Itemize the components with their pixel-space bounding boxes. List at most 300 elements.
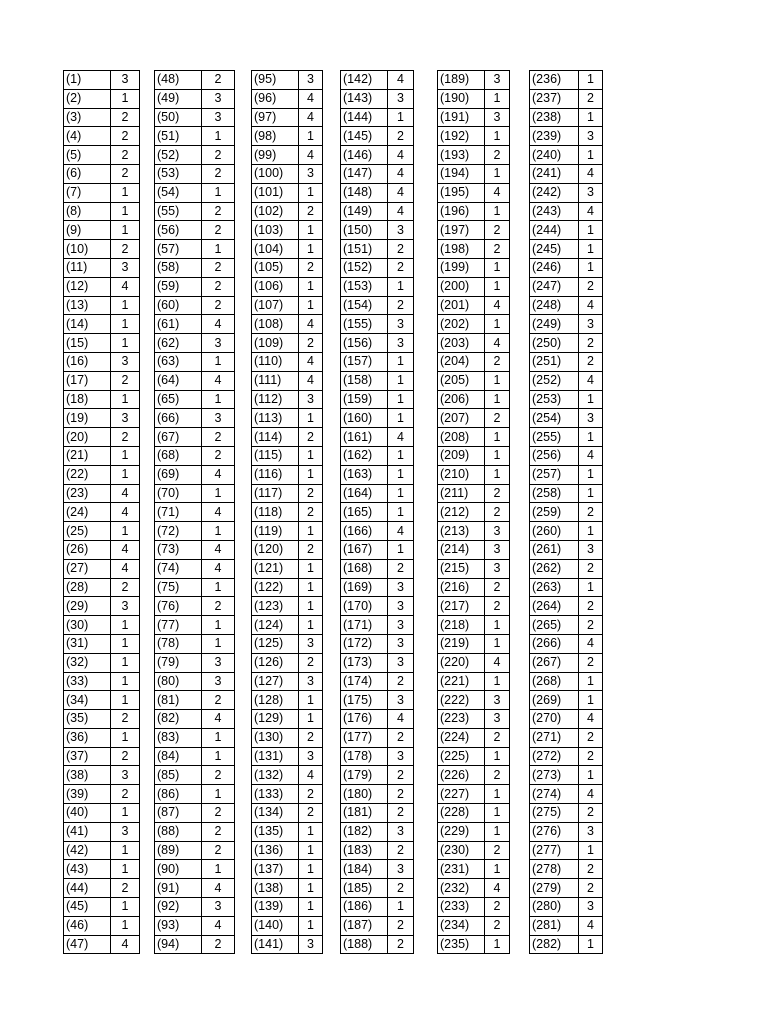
table-row: [438, 522, 510, 541]
table-row: [341, 653, 414, 672]
table-row: [64, 634, 140, 653]
answer-value: 2: [202, 71, 235, 90]
answer-value: 2: [299, 202, 323, 221]
question-number: (13): [64, 296, 111, 315]
table-row: [438, 747, 510, 766]
answer-value: 2: [111, 428, 140, 447]
question-number: (191): [438, 108, 485, 127]
answer-value: 4: [579, 202, 603, 221]
table-row: [64, 540, 140, 559]
answer-value: 4: [202, 503, 235, 522]
question-number: (88): [155, 822, 202, 841]
question-number: (183): [341, 841, 388, 860]
question-number: (45): [64, 898, 111, 917]
answer-value: 1: [111, 728, 140, 747]
table-row: [155, 221, 235, 240]
answer-value: 4: [579, 296, 603, 315]
table-row: [341, 616, 414, 635]
question-number: (198): [438, 240, 485, 259]
table-row: [530, 315, 603, 334]
table-row: [155, 484, 235, 503]
question-number: (229): [438, 822, 485, 841]
answer-value: 1: [111, 691, 140, 710]
question-number: (8): [64, 202, 111, 221]
table-row: [64, 258, 140, 277]
table-row: [252, 879, 323, 898]
question-number: (19): [64, 409, 111, 428]
table-row: [155, 446, 235, 465]
table-row: [155, 183, 235, 202]
table-row: [252, 409, 323, 428]
answer-value: 1: [299, 879, 323, 898]
question-number: (234): [438, 916, 485, 935]
answer-value: 2: [111, 879, 140, 898]
answer-value: 3: [485, 540, 510, 559]
table-row: [530, 728, 603, 747]
answer-value: 1: [111, 634, 140, 653]
table-row: [341, 503, 414, 522]
question-number: (48): [155, 71, 202, 90]
answer-value: 2: [202, 164, 235, 183]
table-row: [155, 71, 235, 90]
answer-value: 3: [579, 183, 603, 202]
table-row: [155, 127, 235, 146]
table-row: [155, 766, 235, 785]
answer-value: 1: [579, 240, 603, 259]
table-row: [341, 409, 414, 428]
table-row: [252, 390, 323, 409]
table-row: [155, 804, 235, 823]
table-row: [530, 371, 603, 390]
answer-value: 2: [111, 578, 140, 597]
question-number: (27): [64, 559, 111, 578]
table-row: [64, 522, 140, 541]
answer-value: 2: [579, 860, 603, 879]
answer-value: 3: [299, 164, 323, 183]
answer-value: 1: [111, 672, 140, 691]
answer-value: 4: [579, 634, 603, 653]
answer-value: 1: [388, 540, 414, 559]
answer-value: 1: [388, 277, 414, 296]
table-row: [252, 240, 323, 259]
answer-value: 3: [579, 315, 603, 334]
question-number: (33): [64, 672, 111, 691]
answer-value: 2: [202, 296, 235, 315]
answer-value: 1: [111, 334, 140, 353]
table-row: [530, 221, 603, 240]
question-number: (277): [530, 841, 579, 860]
table-row: [252, 221, 323, 240]
question-number: (237): [530, 89, 579, 108]
table-row: [341, 334, 414, 353]
table-row: [64, 371, 140, 390]
table-row: [341, 879, 414, 898]
question-number: (6): [64, 164, 111, 183]
answer-value: 2: [579, 597, 603, 616]
question-number: (109): [252, 334, 299, 353]
table-row: [155, 747, 235, 766]
table-row: [438, 578, 510, 597]
answer-value: 1: [111, 916, 140, 935]
question-number: (59): [155, 277, 202, 296]
table-row: [341, 860, 414, 879]
answer-value: 3: [388, 822, 414, 841]
question-number: (157): [341, 352, 388, 371]
table-row: [438, 390, 510, 409]
answer-value: 4: [202, 559, 235, 578]
answer-value: 1: [299, 465, 323, 484]
question-number: (173): [341, 653, 388, 672]
question-number: (232): [438, 879, 485, 898]
answer-value: 4: [579, 785, 603, 804]
answer-value: 3: [388, 89, 414, 108]
question-number: (89): [155, 841, 202, 860]
question-number: (73): [155, 540, 202, 559]
answer-value: 1: [202, 484, 235, 503]
question-number: (184): [341, 860, 388, 879]
question-number: (141): [252, 935, 299, 954]
question-number: (259): [530, 503, 579, 522]
table-row: [155, 315, 235, 334]
question-number: (97): [252, 108, 299, 127]
table-row: [530, 428, 603, 447]
answer-value: 4: [202, 540, 235, 559]
question-number: (65): [155, 390, 202, 409]
table-row: [252, 860, 323, 879]
table-row: [438, 540, 510, 559]
table-row: [341, 804, 414, 823]
answer-value: 2: [388, 916, 414, 935]
question-number: (82): [155, 710, 202, 729]
table-row: [64, 296, 140, 315]
question-number: (252): [530, 371, 579, 390]
question-number: (267): [530, 653, 579, 672]
question-number: (83): [155, 728, 202, 747]
answer-value: 1: [111, 804, 140, 823]
question-number: (231): [438, 860, 485, 879]
answer-value: 2: [111, 164, 140, 183]
table-row: [438, 258, 510, 277]
answer-value: 1: [111, 315, 140, 334]
question-number: (123): [252, 597, 299, 616]
question-number: (272): [530, 747, 579, 766]
table-row: [341, 465, 414, 484]
table-row: [530, 89, 603, 108]
table-row: [64, 89, 140, 108]
question-number: (174): [341, 672, 388, 691]
answer-value: 2: [202, 258, 235, 277]
question-number: (228): [438, 804, 485, 823]
table-row: [252, 578, 323, 597]
answer-value: 1: [485, 446, 510, 465]
answer-value: 1: [202, 578, 235, 597]
question-number: (92): [155, 898, 202, 917]
table-row: [530, 616, 603, 635]
table-row: [155, 522, 235, 541]
answer-value: 1: [202, 785, 235, 804]
question-number: (223): [438, 710, 485, 729]
question-number: (4): [64, 127, 111, 146]
answer-value: 2: [485, 916, 510, 935]
question-number: (197): [438, 221, 485, 240]
table-row: [530, 879, 603, 898]
answer-value: 2: [485, 841, 510, 860]
question-number: (159): [341, 390, 388, 409]
table-row: [155, 691, 235, 710]
answer-value: 4: [299, 766, 323, 785]
answer-value: 4: [579, 916, 603, 935]
answer-value: 2: [111, 240, 140, 259]
question-number: (164): [341, 484, 388, 503]
answer-value: 3: [388, 578, 414, 597]
answer-value: 1: [111, 860, 140, 879]
question-number: (161): [341, 428, 388, 447]
question-number: (255): [530, 428, 579, 447]
question-number: (268): [530, 672, 579, 691]
table-row: [64, 841, 140, 860]
table-row: [341, 221, 414, 240]
question-number: (49): [155, 89, 202, 108]
question-number: (243): [530, 202, 579, 221]
answer-value: 2: [111, 710, 140, 729]
answer-value: 2: [299, 804, 323, 823]
table-row: [252, 728, 323, 747]
answer-value: 3: [485, 522, 510, 541]
answer-value: 4: [388, 522, 414, 541]
question-number: (236): [530, 71, 579, 90]
question-number: (211): [438, 484, 485, 503]
question-number: (124): [252, 616, 299, 635]
answer-value: 1: [299, 277, 323, 296]
answer-value: 1: [579, 484, 603, 503]
table-row: [252, 503, 323, 522]
table-row: [341, 258, 414, 277]
answer-value: 4: [299, 315, 323, 334]
question-number: (160): [341, 409, 388, 428]
question-number: (139): [252, 898, 299, 917]
question-number: (149): [341, 202, 388, 221]
answer-value: 4: [202, 879, 235, 898]
question-number: (38): [64, 766, 111, 785]
question-number: (132): [252, 766, 299, 785]
table-row: [155, 634, 235, 653]
answer-value: 4: [485, 879, 510, 898]
question-number: (196): [438, 202, 485, 221]
answer-value: 4: [579, 446, 603, 465]
answer-value: 4: [485, 334, 510, 353]
table-row: [155, 822, 235, 841]
question-number: (146): [341, 146, 388, 165]
table-row: [530, 691, 603, 710]
table-row: [64, 935, 140, 954]
table-row: [252, 822, 323, 841]
question-number: (215): [438, 559, 485, 578]
question-number: (54): [155, 183, 202, 202]
answer-value: 1: [388, 465, 414, 484]
table-row: [341, 202, 414, 221]
table-row: [530, 540, 603, 559]
table-row: [438, 898, 510, 917]
table-row: [341, 522, 414, 541]
question-number: (137): [252, 860, 299, 879]
question-number: (62): [155, 334, 202, 353]
question-number: (193): [438, 146, 485, 165]
question-number: (148): [341, 183, 388, 202]
answer-value: 1: [299, 183, 323, 202]
answer-value: 1: [485, 258, 510, 277]
table-row: [530, 258, 603, 277]
table-row: [64, 484, 140, 503]
table-row: [530, 822, 603, 841]
table-row: [530, 653, 603, 672]
answer-value: 2: [299, 653, 323, 672]
table-row: [341, 108, 414, 127]
table-row: [341, 898, 414, 917]
answer-value: 4: [388, 710, 414, 729]
question-number: (80): [155, 672, 202, 691]
question-number: (129): [252, 710, 299, 729]
table-row: [252, 841, 323, 860]
question-number: (167): [341, 540, 388, 559]
answer-table-2: [154, 70, 235, 954]
question-number: (177): [341, 728, 388, 747]
answer-value: 1: [111, 390, 140, 409]
answer-value: 1: [299, 916, 323, 935]
question-number: (104): [252, 240, 299, 259]
question-number: (266): [530, 634, 579, 653]
answer-value: 1: [111, 465, 140, 484]
question-number: (56): [155, 221, 202, 240]
table-row: [438, 240, 510, 259]
table-row: [341, 484, 414, 503]
table-row: [252, 747, 323, 766]
answer-value: 4: [579, 710, 603, 729]
question-number: (207): [438, 409, 485, 428]
answer-value: 1: [485, 747, 510, 766]
question-number: (107): [252, 296, 299, 315]
question-number: (279): [530, 879, 579, 898]
answer-value: 1: [202, 634, 235, 653]
question-number: (257): [530, 465, 579, 484]
answer-value: 4: [111, 935, 140, 954]
table-row: [252, 522, 323, 541]
question-number: (151): [341, 240, 388, 259]
question-number: (256): [530, 446, 579, 465]
table-row: [438, 503, 510, 522]
table-row: [155, 841, 235, 860]
answer-value: 3: [299, 747, 323, 766]
table-row: [438, 785, 510, 804]
answer-value: 2: [579, 277, 603, 296]
question-number: (162): [341, 446, 388, 465]
answer-value: 2: [579, 879, 603, 898]
answer-value: 3: [485, 710, 510, 729]
table-row: [438, 728, 510, 747]
answer-value: 1: [388, 352, 414, 371]
table-row: [155, 559, 235, 578]
answer-value: 3: [111, 258, 140, 277]
question-number: (247): [530, 277, 579, 296]
question-number: (242): [530, 183, 579, 202]
answer-value: 3: [579, 127, 603, 146]
table-row: [155, 860, 235, 879]
table-row: [252, 465, 323, 484]
table-row: [438, 127, 510, 146]
table-row: [530, 634, 603, 653]
answer-value: 1: [111, 841, 140, 860]
answer-value: 3: [202, 89, 235, 108]
answer-value: 3: [579, 409, 603, 428]
answer-value: 2: [388, 935, 414, 954]
question-number: (222): [438, 691, 485, 710]
table-row: [438, 221, 510, 240]
question-number: (265): [530, 616, 579, 635]
answer-value: 1: [388, 371, 414, 390]
table-row: [64, 164, 140, 183]
question-number: (18): [64, 390, 111, 409]
table-row: [341, 428, 414, 447]
answer-value: 2: [388, 785, 414, 804]
answer-value: 1: [485, 89, 510, 108]
question-number: (240): [530, 146, 579, 165]
answer-value: 2: [111, 146, 140, 165]
answer-value: 2: [485, 409, 510, 428]
answer-value: 1: [579, 672, 603, 691]
question-number: (42): [64, 841, 111, 860]
table-row: [530, 465, 603, 484]
answer-value: 4: [202, 465, 235, 484]
table-row: [438, 879, 510, 898]
answer-value: 2: [485, 146, 510, 165]
answer-value: 4: [485, 183, 510, 202]
question-number: (115): [252, 446, 299, 465]
answer-value: 1: [202, 127, 235, 146]
table-row: [438, 691, 510, 710]
answer-value: 1: [111, 221, 140, 240]
question-number: (43): [64, 860, 111, 879]
question-number: (40): [64, 804, 111, 823]
question-number: (206): [438, 390, 485, 409]
question-number: (61): [155, 315, 202, 334]
table-row: [341, 164, 414, 183]
question-number: (227): [438, 785, 485, 804]
question-number: (254): [530, 409, 579, 428]
table-row: [64, 446, 140, 465]
answer-value: 4: [485, 296, 510, 315]
table-row: [155, 390, 235, 409]
answer-value: 2: [579, 352, 603, 371]
question-number: (26): [64, 540, 111, 559]
table-row: [64, 127, 140, 146]
question-number: (202): [438, 315, 485, 334]
answer-value: 2: [388, 766, 414, 785]
question-number: (187): [341, 916, 388, 935]
table-row: [438, 841, 510, 860]
answer-value: 1: [579, 766, 603, 785]
question-number: (203): [438, 334, 485, 353]
question-number: (199): [438, 258, 485, 277]
table-row: [64, 559, 140, 578]
table-row: [341, 841, 414, 860]
question-number: (58): [155, 258, 202, 277]
question-number: (15): [64, 334, 111, 353]
answer-value: 4: [202, 371, 235, 390]
question-number: (140): [252, 916, 299, 935]
answer-value: 2: [579, 559, 603, 578]
question-number: (67): [155, 428, 202, 447]
table-row: [530, 334, 603, 353]
answer-value: 2: [485, 578, 510, 597]
